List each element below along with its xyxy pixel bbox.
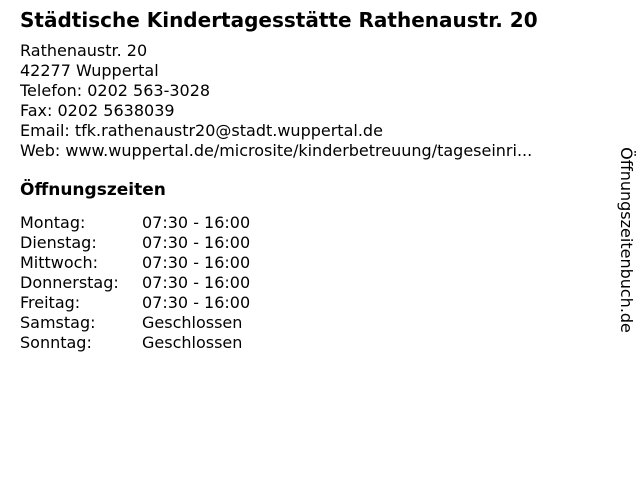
day-time: 07:30 - 16:00 xyxy=(142,253,251,272)
day-label: Donnerstag: xyxy=(20,273,119,292)
day-label: Montag: xyxy=(20,213,86,232)
hours-row-donnerstag xyxy=(20,273,604,293)
day-time: Geschlossen xyxy=(142,333,243,352)
day-label: Sonntag: xyxy=(20,333,92,352)
fax-label: Fax: xyxy=(20,101,53,120)
hours-row-mittwoch xyxy=(20,253,604,273)
contact-info xyxy=(20,41,604,161)
page-title: Städtische Kindertagesstätte Rathenaustr. 20 xyxy=(20,8,538,32)
fax-value: 0202 5638039 xyxy=(57,101,175,120)
web-value: www.wuppertal.de/microsite/kinderbetreuung/tageseinri... xyxy=(65,141,533,160)
hours-row-samstag xyxy=(20,313,604,333)
hours-row-sonntag xyxy=(20,333,604,353)
email-label: Email: xyxy=(20,121,70,140)
phone-value: 0202 563-3028 xyxy=(87,81,211,100)
web-line xyxy=(20,141,604,161)
listing-page xyxy=(20,8,604,353)
email-line xyxy=(20,121,604,141)
day-time: 07:30 - 16:00 xyxy=(142,293,251,312)
watermark-vertical-text: Öffnungszeitenbuch.de xyxy=(617,147,636,333)
web-label: Web: xyxy=(20,141,61,160)
email-value: tfk.rathenaustr20@stadt.wuppertal.de xyxy=(74,121,383,140)
day-time: 07:30 - 16:00 xyxy=(142,273,251,292)
day-label: Dienstag: xyxy=(20,233,97,252)
hours-row-dienstag xyxy=(20,233,604,253)
hours-row-montag xyxy=(20,213,604,233)
opening-hours-heading: Öffnungszeiten xyxy=(20,180,166,200)
day-time: 07:30 - 16:00 xyxy=(142,213,251,232)
phone-label: Telefon: xyxy=(20,81,83,100)
day-label: Samstag: xyxy=(20,313,96,332)
fax-line xyxy=(20,101,604,121)
day-time: 07:30 - 16:00 xyxy=(142,233,251,252)
address-city: 42277 Wuppertal xyxy=(20,61,159,80)
day-time: Geschlossen xyxy=(142,313,243,332)
day-label: Freitag: xyxy=(20,293,81,312)
address-street: Rathenaustr. 20 xyxy=(20,41,148,60)
phone-line xyxy=(20,81,604,101)
opening-hours-table xyxy=(20,213,604,353)
day-label: Mittwoch: xyxy=(20,253,98,272)
hours-row-freitag xyxy=(20,293,604,313)
